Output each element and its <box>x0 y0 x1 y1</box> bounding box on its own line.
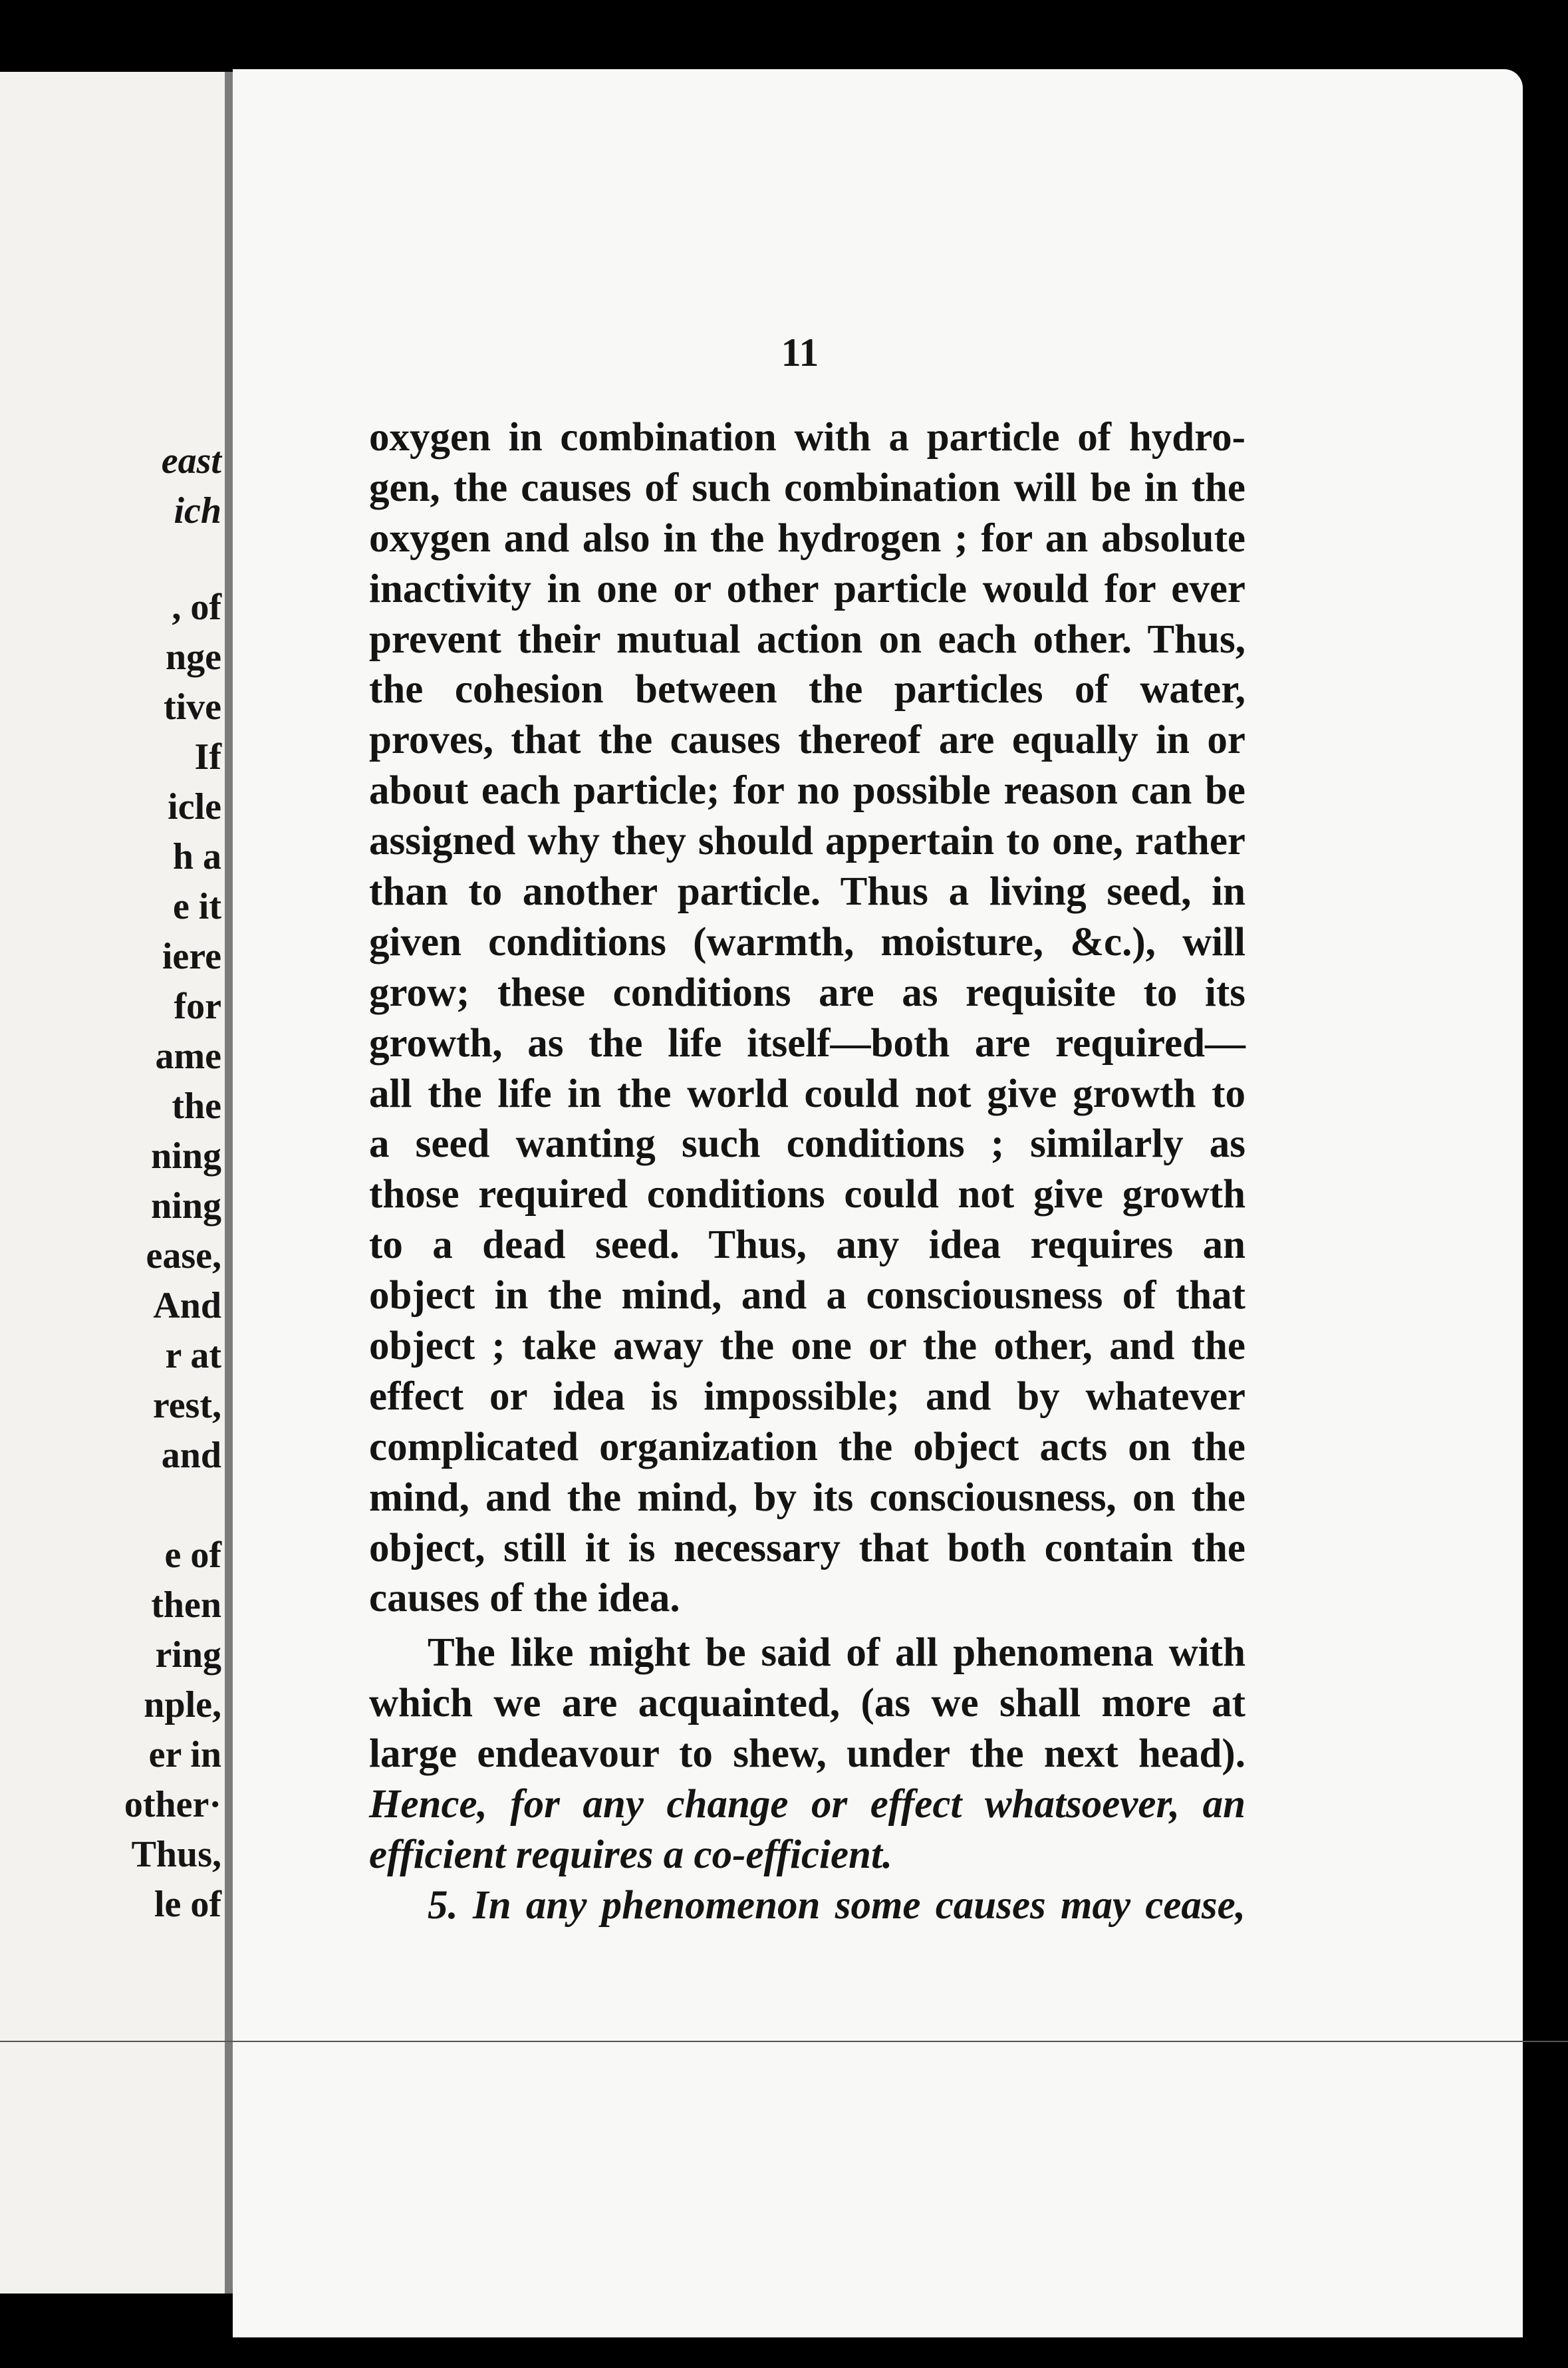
facing-page-fragment: le of <box>154 1884 221 1925</box>
text-line: oxygen in combination with a particle of hydro- <box>369 415 1245 460</box>
text-line: object ; take away the one or the other, and the <box>369 1324 1245 1369</box>
facing-page-fragment: e of <box>164 1535 221 1576</box>
facing-page-fragment: other· <box>124 1784 221 1825</box>
text-line: Hence, for any change or effect whatsoever, an <box>369 1782 1245 1827</box>
facing-page-fragment: er in <box>148 1734 221 1775</box>
facing-page-fragment: icle <box>168 786 221 827</box>
text-line: 5. In any phenomenon some causes may cease, <box>428 1882 1245 1928</box>
text-line: efficient requires a co-efficient. <box>369 1832 893 1877</box>
facing-page-fragment: ease, <box>146 1235 221 1276</box>
text-line: about each particle; for no possible reason can be <box>369 768 1245 814</box>
text-line: inactivity in one or other particle would for ever <box>369 566 1245 611</box>
text-line: the cohesion between the particles of water, <box>369 667 1245 712</box>
facing-page-fragment: rest, <box>152 1385 221 1426</box>
text-line: oxygen and also in the hydrogen ; for an absolute <box>369 516 1245 561</box>
text-line: those required conditions could not give growth <box>369 1172 1245 1217</box>
scan-edge-line <box>0 2041 1568 2042</box>
facing-page-fragment: If <box>194 736 221 778</box>
text-line: proves, that the causes thereof are equally in or <box>369 718 1245 763</box>
text-line: given conditions (warmth, moisture, &c.), will <box>369 919 1245 964</box>
facing-page-fragment: nge <box>166 637 221 678</box>
page-number: 11 <box>781 331 819 374</box>
facing-page-fragment: e it <box>172 886 221 927</box>
text-line: a seed wanting such conditions ; similarly as <box>369 1121 1245 1167</box>
facing-page-fragment: h a <box>172 836 221 877</box>
facing-page-fragment: the <box>172 1086 221 1127</box>
text-line: to a dead seed. Thus, any idea requires an <box>369 1223 1245 1268</box>
text-line: complicated organization the object acts on the <box>369 1424 1245 1469</box>
text-line: than to another particle. Thus a living seed, in <box>369 869 1245 915</box>
facing-page-fragment: and <box>161 1435 221 1476</box>
text-line: prevent their mutual action on each other. Thus, <box>369 617 1245 662</box>
facing-page-fragment: tive <box>163 686 221 728</box>
text-line: causes of the idea. <box>369 1576 680 1621</box>
facing-page-fragment: And <box>153 1285 221 1326</box>
facing-page-fragment: then <box>151 1584 221 1626</box>
facing-page-fragment: iere <box>162 936 221 977</box>
text-line: assigned why they should appertain to one, rather <box>369 819 1245 864</box>
facing-page-fragment: , of <box>172 587 221 628</box>
facing-page-fragment: ring <box>155 1634 221 1676</box>
facing-page-fragment: ich <box>174 490 221 531</box>
facing-page-fragment: ame <box>155 1036 221 1077</box>
text-line: object in the mind, and a consciousness of that <box>369 1273 1245 1318</box>
page-body-text <box>369 412 1245 1931</box>
facing-page-fragment: r at <box>165 1335 221 1376</box>
text-line: large endeavour to shew, under the next head). <box>369 1731 1245 1777</box>
text-line: grow; these conditions are as requisite to its <box>369 970 1245 1015</box>
text-line: mind, and the mind, by its consciousness, on the <box>369 1475 1245 1520</box>
facing-page-fragment: for <box>174 986 221 1027</box>
facing-page-fragment: ning <box>151 1135 221 1177</box>
text-line: growth, as the life itself—both are required— <box>369 1020 1245 1066</box>
text-line: which we are acquainted, (as we shall more at <box>369 1681 1245 1726</box>
text-line: object, still it is necessary that both contain the <box>369 1525 1245 1570</box>
text-line: all the life in the world could not give growth to <box>369 1071 1245 1116</box>
facing-page-fragment: Thus, <box>131 1834 221 1875</box>
page-gutter <box>225 72 233 2294</box>
text-line: gen, the causes of such combination will be in the <box>369 465 1245 510</box>
text-line: effect or idea is impossible; and by whatever <box>369 1374 1245 1419</box>
facing-page-fragment: east <box>161 440 221 482</box>
facing-page <box>0 72 225 2294</box>
facing-page-fragment: ning <box>151 1185 221 1227</box>
text-line: The like might be said of all phenomena with <box>428 1630 1245 1676</box>
facing-page-fragment: nple, <box>144 1684 221 1725</box>
